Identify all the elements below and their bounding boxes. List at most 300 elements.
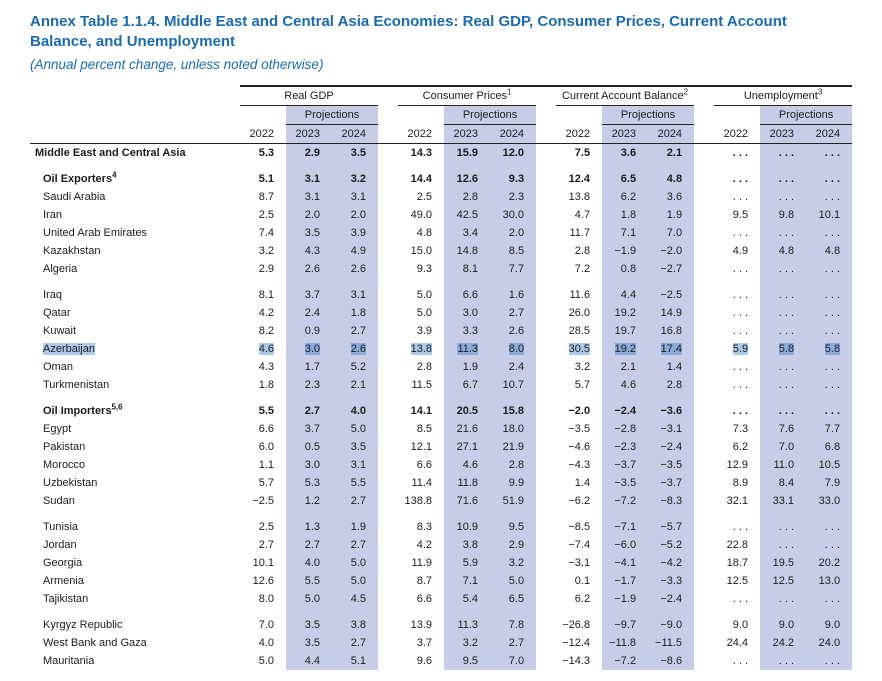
cell: −2.5	[648, 286, 694, 304]
cell: . . .	[732, 147, 749, 159]
cell	[378, 170, 398, 188]
cell	[714, 106, 760, 125]
cell	[694, 402, 714, 420]
cell: 71.6	[444, 492, 490, 510]
cell	[378, 206, 398, 224]
cell: . . .	[732, 227, 749, 239]
cell: 3.2	[444, 634, 490, 652]
cell: 1.2	[286, 492, 332, 510]
cell	[30, 278, 240, 286]
cell	[378, 510, 398, 518]
cell	[536, 456, 556, 474]
cell: . . .	[806, 322, 852, 340]
economies-table	[30, 85, 852, 670]
cell: 16.8	[648, 322, 694, 340]
cell: −4.6	[568, 441, 591, 453]
cell: 26.0	[568, 307, 591, 319]
cell: 4.9	[332, 242, 378, 260]
table-row	[30, 420, 852, 438]
table-row	[30, 170, 852, 188]
cell: 8.4	[760, 474, 806, 492]
row-label: Sudan	[43, 495, 75, 507]
cell	[714, 278, 760, 286]
cell: 2.0	[490, 224, 536, 242]
cell: . . .	[760, 652, 806, 670]
cell: . . .	[732, 593, 749, 605]
cell	[694, 554, 714, 572]
cell: −4.2	[648, 554, 694, 572]
cell: −3.7	[648, 474, 694, 492]
cell	[286, 394, 332, 402]
cell	[536, 125, 556, 144]
cell: −3.5	[648, 456, 694, 474]
row-label: Tajikistan	[43, 593, 89, 605]
table-row	[30, 206, 852, 224]
row-label: Kuwait	[43, 325, 77, 337]
cell: 12.9	[726, 459, 749, 471]
cell: . . .	[732, 191, 749, 203]
cell: 13.9	[410, 619, 433, 631]
cell: 4.0	[332, 402, 378, 420]
cell: −7.2	[602, 492, 648, 510]
cell	[648, 162, 694, 170]
cell: 2.1	[648, 144, 694, 163]
cell	[694, 536, 714, 554]
cell: −2.4	[648, 590, 694, 608]
group-label-current-account-balance: Current Account Balance$^2$	[556, 86, 694, 106]
table-row	[30, 634, 852, 652]
cell: 4.2	[258, 307, 274, 319]
cell: 2.8	[490, 456, 536, 474]
cell: −2.0	[648, 242, 694, 260]
cell	[760, 510, 806, 518]
cell	[536, 518, 556, 536]
group-label-unemployment: Unemployment$^3$	[714, 86, 852, 106]
row-label: Egypt	[43, 423, 72, 435]
cell: 1.9	[648, 206, 694, 224]
cell: . . .	[732, 289, 749, 301]
cell: −3.5	[602, 474, 648, 492]
cell: −8.5	[568, 521, 591, 533]
cell: 3.5	[286, 616, 332, 634]
cell: 8.7	[416, 575, 433, 587]
cell	[556, 394, 602, 402]
cell	[398, 162, 444, 170]
row-label: Morocco	[43, 459, 86, 471]
cell: 7.8	[490, 616, 536, 634]
cell: 2.5	[416, 191, 433, 203]
cell	[398, 106, 444, 125]
cell: 7.2	[574, 263, 591, 275]
cell: 8.7	[258, 191, 274, 203]
table-row	[30, 590, 852, 608]
cell	[378, 125, 398, 144]
cell: 2.6	[490, 322, 536, 340]
cell: 5.0	[416, 289, 433, 301]
cell	[378, 188, 398, 206]
cell: 6.0	[258, 441, 274, 453]
cell	[332, 162, 378, 170]
cell	[30, 608, 240, 616]
cell: −3.5	[568, 423, 591, 435]
cell: . . .	[732, 307, 749, 319]
cell: 2.9	[286, 144, 332, 163]
cell: 18.0	[490, 420, 536, 438]
cell	[378, 456, 398, 474]
cell	[536, 304, 556, 322]
cell	[694, 474, 714, 492]
cell: . . .	[760, 188, 806, 206]
cell: −14.3	[562, 655, 591, 667]
cell: 3.5	[286, 634, 332, 652]
cell	[536, 474, 556, 492]
cell	[536, 634, 556, 652]
cell	[444, 510, 490, 518]
cell: 15.9	[444, 144, 490, 163]
cell: 14.9	[648, 304, 694, 322]
cell: . . .	[806, 402, 852, 420]
cell: 3.0	[286, 340, 332, 358]
cell: 9.3	[490, 170, 536, 188]
cell	[694, 304, 714, 322]
cell: 4.8	[806, 242, 852, 260]
cell	[30, 510, 240, 518]
cell	[694, 162, 714, 170]
cell	[444, 278, 490, 286]
cell: 11.9	[411, 557, 433, 569]
cell: . . .	[806, 304, 852, 322]
cell: 12.5	[760, 572, 806, 590]
cell: 11.7	[569, 227, 591, 239]
row-label: Kazakhstan	[43, 245, 101, 257]
cell: 5.0	[490, 572, 536, 590]
cell: . . .	[806, 260, 852, 278]
spacer-row	[30, 608, 852, 616]
cell: 2.1	[332, 376, 378, 394]
cell: 11.0	[760, 456, 806, 474]
cell: 10.7	[490, 376, 536, 394]
cell	[378, 554, 398, 572]
cell: 4.8	[416, 227, 433, 239]
cell	[398, 510, 444, 518]
cell: 7.0	[760, 438, 806, 456]
cell: 19.2	[602, 304, 648, 322]
table-row	[30, 536, 852, 554]
cell: . . .	[806, 188, 852, 206]
cell: 12.4	[568, 173, 591, 185]
cell: 5.7	[574, 379, 591, 391]
year-header: 2023	[286, 125, 332, 144]
cell	[648, 608, 694, 616]
cell	[378, 438, 398, 456]
cell: −11.5	[648, 634, 694, 652]
cell	[536, 224, 556, 242]
cell	[536, 652, 556, 670]
cell: 7.5	[574, 147, 591, 159]
cell	[378, 376, 398, 394]
cell: 8.5	[490, 242, 536, 260]
cell: 5.0	[332, 572, 378, 590]
cell	[760, 162, 806, 170]
cell: 2.7	[332, 322, 378, 340]
group-header-row	[30, 86, 852, 106]
row-label: Tunisia	[43, 521, 79, 533]
cell: 2.7	[332, 634, 378, 652]
cell: −2.0	[568, 405, 591, 417]
cell: 5.5	[286, 572, 332, 590]
cell	[378, 278, 398, 286]
cell: −4.3	[568, 459, 591, 471]
cell: 6.6	[416, 593, 433, 605]
cell: 13.0	[806, 572, 852, 590]
cell: 8.0	[258, 593, 274, 605]
cell: . . .	[732, 325, 749, 337]
cell: 20.2	[806, 554, 852, 572]
cell: 4.3	[286, 242, 332, 260]
cell	[694, 224, 714, 242]
cell	[694, 106, 714, 125]
cell	[536, 322, 556, 340]
cell: 12.1	[410, 441, 433, 453]
cell: 4.8	[760, 242, 806, 260]
cell: 7.0	[490, 652, 536, 670]
cell	[694, 518, 714, 536]
cell	[536, 206, 556, 224]
cell	[694, 242, 714, 260]
cell	[602, 394, 648, 402]
cell: 3.2	[490, 554, 536, 572]
cell: 4.9	[732, 245, 749, 257]
row-label: Georgia	[43, 557, 83, 569]
cell: 24.0	[806, 634, 852, 652]
cell: −3.7	[602, 456, 648, 474]
cell: 9.3	[416, 263, 433, 275]
cell	[286, 608, 332, 616]
cell	[378, 492, 398, 510]
cell	[694, 608, 714, 616]
cell: 3.8	[444, 536, 490, 554]
cell: 1.8	[602, 206, 648, 224]
cell: 5.8	[806, 340, 852, 358]
cell	[286, 278, 332, 286]
cell	[536, 170, 556, 188]
cell: 1.8	[258, 379, 274, 391]
row-label: United Arab Emirates	[43, 227, 147, 239]
table-body	[30, 144, 852, 671]
cell: . . .	[760, 402, 806, 420]
cell: 2.8	[648, 376, 694, 394]
cell	[378, 474, 398, 492]
cell: 10.5	[806, 456, 852, 474]
cell	[694, 125, 714, 144]
cell: 4.2	[416, 539, 433, 551]
cell	[378, 652, 398, 670]
cell: 9.0	[806, 616, 852, 634]
cell: 5.1	[258, 173, 274, 185]
cell: 9.9	[490, 474, 536, 492]
cell: 2.6	[332, 260, 378, 278]
cell: 7.0	[258, 619, 274, 631]
cell: . . .	[806, 358, 852, 376]
table-row	[30, 438, 852, 456]
cell: 3.2	[258, 245, 274, 257]
row-label: Middle East and Central Asia	[35, 147, 186, 159]
cell: 5.0	[332, 420, 378, 438]
cell	[694, 510, 714, 518]
cell	[536, 590, 556, 608]
cell: 3.7	[416, 637, 433, 649]
group-label-consumer-prices: Consumer Prices$^1$	[398, 86, 536, 106]
cell: 21.9	[490, 438, 536, 456]
projections-label: Projections	[602, 106, 694, 125]
table-row	[30, 358, 852, 376]
cell	[378, 340, 398, 358]
table-row	[30, 224, 852, 242]
cell: −7.2	[602, 652, 648, 670]
cell: 2.4	[286, 304, 332, 322]
cell: 9.6	[416, 655, 433, 667]
cell	[648, 278, 694, 286]
cell: −1.9	[602, 590, 648, 608]
cell: 2.7	[286, 536, 332, 554]
cell: 7.6	[760, 420, 806, 438]
cell: 1.1	[258, 459, 274, 471]
year-header: 2024	[806, 125, 852, 144]
row-label: Algeria	[43, 263, 78, 275]
cell: 19.7	[602, 322, 648, 340]
cell: 3.5	[286, 224, 332, 242]
row-label: Jordan	[43, 539, 77, 551]
cell: 5.5	[332, 474, 378, 492]
cell: . . .	[732, 405, 749, 417]
cell: 12.6	[252, 575, 274, 587]
cell: . . .	[760, 170, 806, 188]
row-label: Oman	[43, 361, 73, 373]
cell	[332, 510, 378, 518]
cell	[378, 536, 398, 554]
table-row	[30, 492, 852, 510]
cell	[30, 86, 240, 106]
cell	[536, 394, 556, 402]
group-label-real-gdp: Real GDP	[240, 86, 378, 106]
cell: 20.5	[444, 402, 490, 420]
cell	[240, 106, 286, 125]
cell: 2.6	[286, 260, 332, 278]
cell: 14.1	[410, 405, 433, 417]
year-header: 2024	[648, 125, 694, 144]
cell: 8.2	[258, 325, 274, 337]
cell	[556, 162, 602, 170]
cell	[694, 86, 714, 106]
cell: 18.7	[726, 557, 749, 569]
cell	[694, 376, 714, 394]
cell	[444, 394, 490, 402]
cell: −8.3	[648, 492, 694, 510]
cell	[536, 144, 556, 163]
cell	[490, 608, 536, 616]
cell: . . .	[806, 286, 852, 304]
cell	[694, 652, 714, 670]
cell: 12.6	[444, 170, 490, 188]
cell: 6.5	[602, 170, 648, 188]
cell: . . .	[732, 655, 749, 667]
cell: 5.0	[416, 307, 433, 319]
cell: 4.4	[602, 286, 648, 304]
cell: 138.8	[404, 495, 433, 507]
cell: 3.0	[444, 304, 490, 322]
cell: 3.8	[332, 616, 378, 634]
cell: −1.9	[602, 242, 648, 260]
cell: 2.9	[490, 536, 536, 554]
table-row	[30, 340, 852, 358]
cell	[536, 162, 556, 170]
cell	[694, 420, 714, 438]
cell: 0.9	[286, 322, 332, 340]
cell	[30, 106, 240, 125]
cell	[30, 125, 240, 144]
cell: −7.4	[568, 539, 591, 551]
cell: 2.7	[332, 492, 378, 510]
cell: 2.1	[602, 358, 648, 376]
cell: 27.1	[444, 438, 490, 456]
cell: 8.1	[258, 289, 274, 301]
cell	[760, 278, 806, 286]
cell: . . .	[760, 322, 806, 340]
cell: 11.3	[444, 340, 490, 358]
cell: 9.0	[732, 619, 749, 631]
cell	[694, 438, 714, 456]
cell: 5.4	[444, 590, 490, 608]
cell: 12.0	[490, 144, 536, 163]
cell: 9.0	[760, 616, 806, 634]
table-row	[30, 616, 852, 634]
cell: 7.1	[444, 572, 490, 590]
cell: 15.0	[410, 245, 433, 257]
cell	[536, 358, 556, 376]
cell: 13.8	[410, 343, 433, 355]
cell: 1.8	[332, 304, 378, 322]
cell: 33.0	[806, 492, 852, 510]
cell	[694, 616, 714, 634]
cell: 2.7	[490, 634, 536, 652]
cell	[536, 260, 556, 278]
cell: 6.8	[806, 438, 852, 456]
cell: . . .	[732, 173, 749, 185]
cell	[444, 608, 490, 616]
cell: 5.3	[286, 474, 332, 492]
cell	[536, 188, 556, 206]
cell: −6.0	[602, 536, 648, 554]
row-label: West Bank and Gaza	[43, 637, 147, 649]
cell: 3.1	[332, 286, 378, 304]
cell: 3.1	[332, 456, 378, 474]
cell: 5.2	[332, 358, 378, 376]
cell: 6.7	[444, 376, 490, 394]
cell	[378, 590, 398, 608]
projections-label: Projections	[760, 106, 852, 125]
cell	[536, 420, 556, 438]
cell: 2.8	[574, 245, 591, 257]
cell: . . .	[732, 379, 749, 391]
cell: −3.3	[648, 572, 694, 590]
cell: −3.1	[568, 557, 591, 569]
projections-label: Projections	[444, 106, 536, 125]
cell	[648, 394, 694, 402]
projections-header-row	[30, 106, 852, 125]
cell: 4.6	[444, 456, 490, 474]
cell: 3.9	[332, 224, 378, 242]
cell: −26.8	[562, 619, 591, 631]
